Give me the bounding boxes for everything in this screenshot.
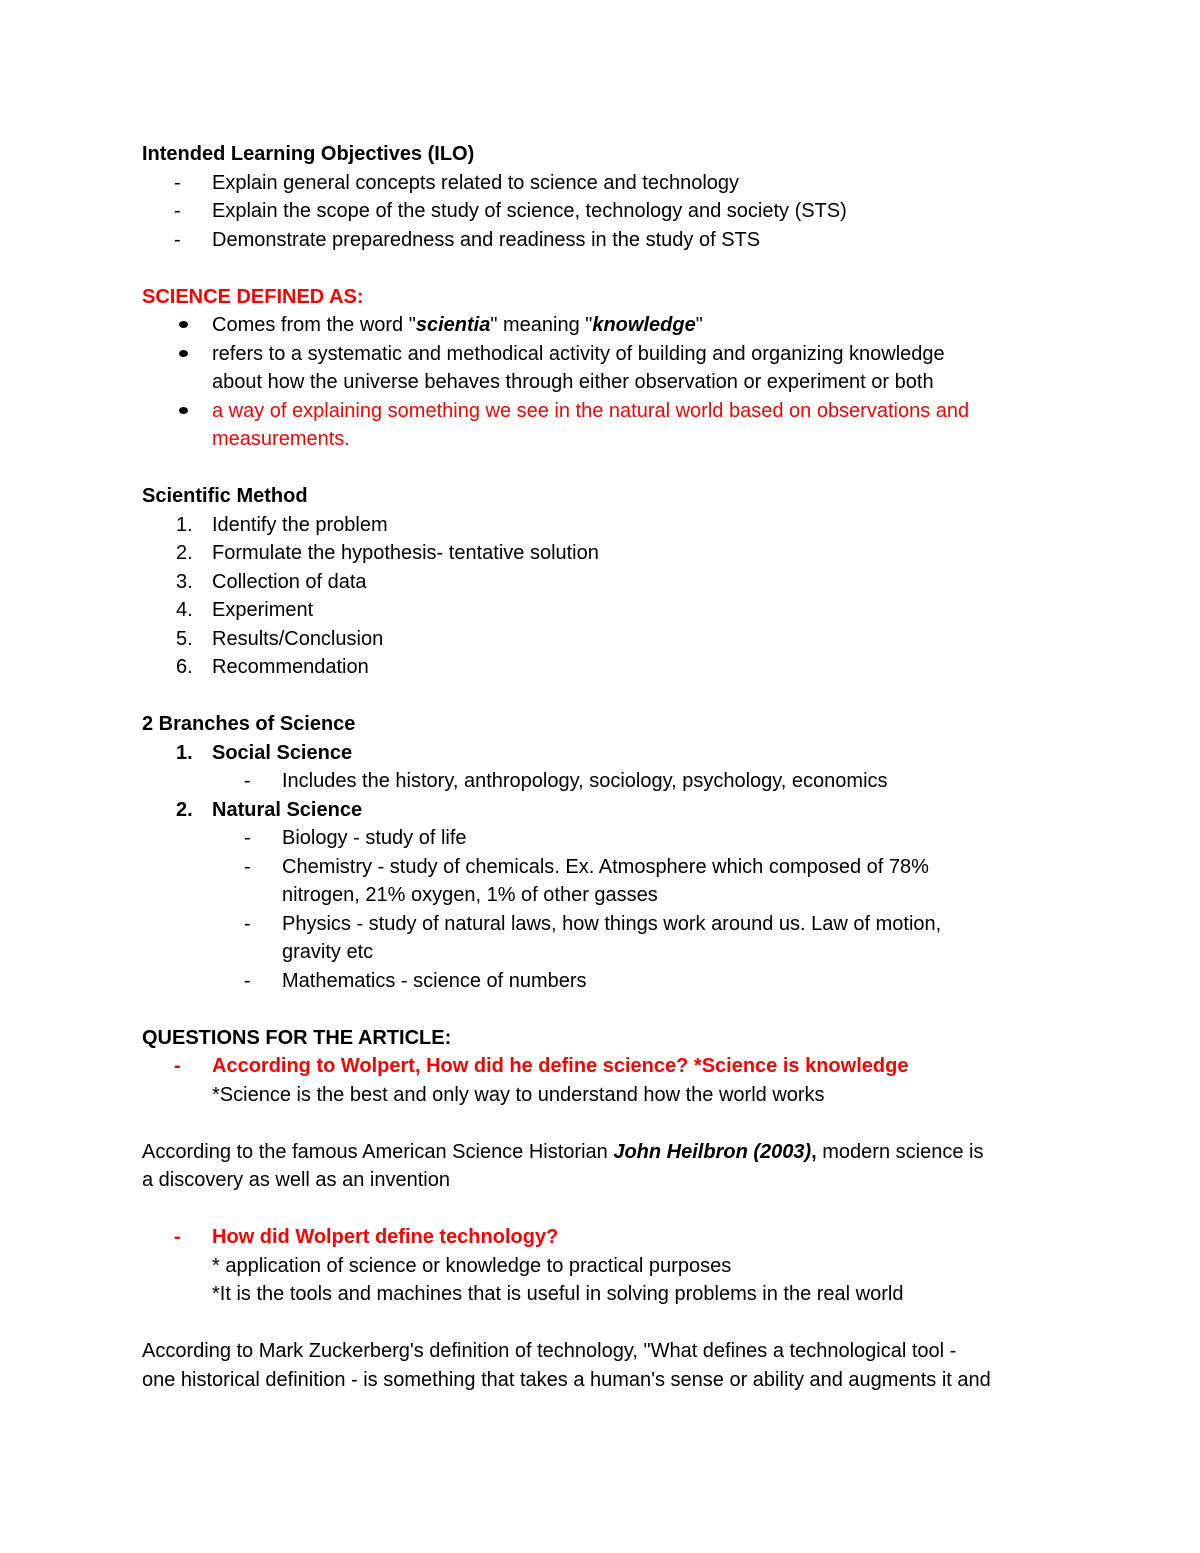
dash-marker: - (244, 855, 251, 878)
dash-marker: - (244, 969, 251, 992)
branch-item-cont: nitrogen, 21% oxygen, 1% of other gasses (282, 884, 658, 906)
method-step: 1. Identify the problem (176, 513, 388, 536)
dash-marker: - (244, 770, 251, 792)
science-definition-item: Comes from the word "scientia" meaning "knowledge" (142, 311, 1072, 340)
dash-marker: - (244, 912, 251, 935)
question-2: - How did Wolpert define technology? (142, 1223, 1072, 1252)
science-definition-item-cont: about how the universe behaves through either observation or experiment or both (212, 371, 934, 393)
questions-heading: QUESTIONS FOR THE ARTICLE: (142, 1026, 452, 1049)
scientific-method-heading: Scientific Method (142, 485, 308, 507)
answer-2: * application of science or knowledge to practical purposes (212, 1254, 732, 1277)
branch-social: 1. Social Science (176, 741, 353, 764)
zuckerberg-paragraph-cont: one historical definition - is something that takes a human's sense or ability and augments it and (142, 1368, 991, 1391)
method-step: 5. Results/Conclusion (176, 627, 384, 650)
dash-marker: - (174, 1055, 181, 1077)
question-1: - According to Wolpert, How did he define science? *Science is knowledge (142, 1052, 1072, 1081)
science-defined-heading: SCIENCE DEFINED AS: (142, 285, 364, 308)
ilo-item: - Explain the scope of the study of science, technology and society (STS) (142, 197, 1072, 226)
branches-heading: 2 Branches of Science (142, 713, 356, 735)
ilo-item: - Demonstrate preparedness and readiness in the study of STS (142, 226, 1072, 255)
document-page (142, 140, 1072, 1394)
dash-marker: - (244, 827, 251, 849)
method-step: 4. Experiment (176, 599, 314, 621)
answer-1: *Science is the best and only way to understand how the world works (212, 1083, 825, 1106)
heilbron-paragraph-cont: a discovery as well as an invention (142, 1169, 450, 1191)
method-step: 6. Recommendation (176, 656, 369, 678)
answer-2: *It is the tools and machines that is useful in solving problems in the real world (212, 1283, 904, 1305)
zuckerberg-paragraph: According to Mark Zuckerberg's definition of technology, "What defines a technological tool - (142, 1340, 957, 1362)
branch-item: - Mathematics - science of numbers (142, 967, 1072, 996)
bullet-icon (179, 407, 188, 414)
bullet-icon (179, 350, 188, 357)
dash-marker: - (174, 171, 181, 194)
branch-natural: 2. Natural Science (176, 798, 363, 821)
dash-marker: - (174, 228, 181, 251)
science-definition-item-cont: measurements. (212, 428, 350, 450)
branch-item: - Includes the history, anthropology, sociology, psychology, economics (142, 767, 1072, 796)
dash-marker: - (174, 200, 181, 222)
method-step: 3. Collection of data (176, 570, 367, 593)
branch-item: - Physics - study of natural laws, how things work around us. Law of motion, (142, 910, 1072, 939)
branch-item: - Chemistry - study of chemicals. Ex. Atmosphere which composed of 78% (142, 853, 1072, 882)
branch-item: - Biology - study of life (142, 824, 1072, 853)
heilbron-paragraph: According to the famous American Science Historian John Heilbron (2003), modern science is (142, 1140, 984, 1163)
ilo-item: - Explain general concepts related to science and technology (142, 169, 1072, 198)
branch-item-cont: gravity etc (282, 941, 374, 963)
dash-marker: - (174, 1226, 181, 1248)
ilo-heading: Intended Learning Objectives (ILO) (142, 143, 475, 165)
science-definition-item: a way of explaining something we see in the natural world based on observations and (142, 397, 1072, 426)
bullet-icon (179, 321, 188, 328)
method-step: 2. Formulate the hypothesis- tentative solution (176, 542, 599, 564)
science-definition-item: refers to a systematic and methodical activity of building and organizing knowledge (142, 340, 1072, 369)
